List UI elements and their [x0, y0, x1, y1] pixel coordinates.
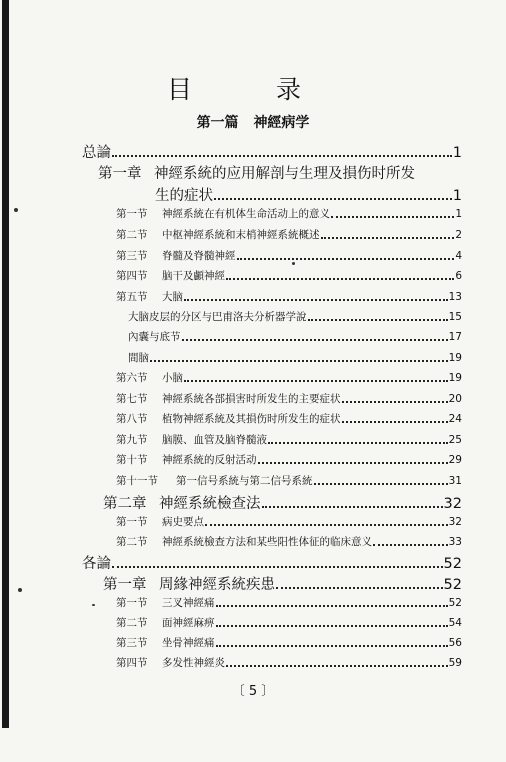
leader-dots [331, 216, 454, 218]
toc-entry [116, 455, 462, 466]
part-label: 第一篇 [196, 115, 239, 131]
toc-entry-page: 59 [448, 657, 462, 669]
toc-entry-number: 第一节 [116, 208, 148, 220]
toc-entry-page: 52 [448, 597, 462, 609]
toc-entry [128, 312, 462, 323]
leader-dots [314, 483, 448, 485]
toc-entry [98, 167, 462, 182]
toc-entry [103, 497, 462, 512]
toc-entry-title: 內囊与底节 [128, 331, 181, 343]
toc-entry-page: 25 [448, 434, 462, 446]
toc-entry-number: 第二章 [103, 496, 147, 512]
toc-entry [116, 638, 462, 649]
leader-dots [184, 380, 448, 382]
toc-entry-title: 脑干及顱神經 [162, 270, 225, 282]
toc-entry-number: 第八节 [116, 413, 148, 425]
leader-dots [373, 544, 448, 546]
toc-entry-number: 第四节 [116, 270, 148, 282]
toc-entry-number: 第十节 [116, 454, 148, 466]
toc-entry-page: 17 [448, 331, 462, 343]
toc-entry [82, 146, 462, 161]
leader-dots [342, 421, 448, 423]
leader-dots [216, 625, 448, 627]
toc-entry-title: 間脑 [128, 352, 149, 364]
toc-entry [116, 373, 462, 384]
toc-entry-title: 坐骨神經痛 [162, 637, 215, 649]
leader-dots [342, 401, 448, 403]
toc-entry [116, 394, 462, 405]
leader-dots [112, 155, 452, 157]
toc-entry-page: 31 [448, 475, 462, 487]
leader-dots [214, 198, 452, 200]
leader-dots [237, 258, 455, 260]
toc-entry [116, 414, 462, 425]
toc-entry-page: 19 [448, 352, 462, 364]
page-title: 目 录 [167, 75, 339, 104]
toc-entry-number: 第七节 [116, 393, 148, 405]
leader-dots [112, 566, 443, 568]
toc-entry-title: 小脑 [162, 372, 183, 384]
toc-entry-title: 植物神經系統及其損伤时所发生的症状 [162, 413, 341, 425]
toc-entry-title: 大脑 [162, 291, 183, 303]
toc-entry [116, 209, 462, 220]
toc-entry-page: 19 [448, 372, 462, 384]
toc-entry-number: 第一章 [98, 166, 142, 182]
toc-entry-number: 第六节 [116, 372, 148, 384]
toc-entry-number: 第十一节 [116, 475, 158, 487]
toc-entry-title: 面神經麻痹 [162, 617, 215, 629]
toc-entry-page: 20 [448, 393, 462, 405]
toc-entry-page: 33 [448, 536, 462, 548]
leader-dots [226, 278, 454, 280]
leader-dots [262, 506, 443, 508]
toc-entry-title: 多发性神經炎 [162, 657, 225, 669]
toc-entry [116, 618, 462, 629]
leader-dots [226, 665, 448, 667]
toc-entry-page: 6 [455, 270, 462, 282]
toc-entry-number: 第二节 [116, 536, 148, 548]
toc-entry-number: 第三节 [116, 637, 148, 649]
toc-entry-page: 32 [443, 496, 462, 512]
toc-entry [116, 658, 462, 669]
leader-dots [182, 339, 448, 341]
toc-entry-title: 周緣神經系統疾患 [159, 577, 275, 593]
toc-entry-title: 总論 [82, 145, 111, 161]
toc-entry-number: 第二节 [116, 229, 148, 241]
leader-dots [184, 299, 448, 301]
toc-entry [82, 557, 462, 572]
toc-entry [103, 578, 462, 593]
toc-entry-title: 各論 [82, 556, 111, 572]
toc-entry [128, 332, 462, 343]
toc-entry-title: 第一信号系統与第二信号系統 [176, 475, 313, 487]
toc-entry-number: 第一章 [103, 577, 147, 593]
leader-dots [276, 587, 443, 589]
toc-entry [116, 271, 462, 282]
leader-dots [216, 645, 448, 647]
toc-entry-title: 神經系統檢查法 [159, 496, 261, 512]
toc-entry-number: 第一节 [116, 516, 148, 528]
toc-entry-number: 第二节 [116, 617, 148, 629]
toc-entry-title: 神經系統在有机体生命活动上的意义 [162, 208, 330, 220]
toc-entry-page: 56 [448, 637, 462, 649]
toc-entry-page: 4 [455, 250, 462, 262]
toc-entry [116, 435, 462, 446]
toc-entry-page: 29 [448, 454, 462, 466]
toc-entry-number: 第一节 [116, 597, 148, 609]
toc-entry-number: 第四节 [116, 657, 148, 669]
toc-entry-title: 神經系統的反射活动 [162, 454, 257, 466]
print-speck [92, 604, 95, 606]
toc-entry-title: 病史要点 [162, 516, 204, 528]
leader-dots [216, 605, 448, 607]
toc-entry-page: 52 [443, 556, 462, 572]
toc-entry [155, 189, 462, 204]
print-speck [14, 208, 18, 212]
toc-entry [116, 230, 462, 241]
toc-entry-title: 神經系統檢查方法和某些阳性体征的临床意义 [162, 536, 372, 548]
leader-dots [258, 462, 448, 464]
toc-entry-page: 24 [448, 413, 462, 425]
toc-entry-title: 大脑皮层的分区与巴甫洛夫分析器学說 [128, 311, 307, 323]
toc-entry [128, 353, 462, 364]
part-name: 神經病学 [253, 115, 310, 131]
leader-dots [268, 442, 448, 444]
toc-entry-page: 15 [448, 311, 462, 323]
leader-dots [308, 319, 448, 321]
leader-dots [205, 524, 448, 526]
binding-edge [2, 0, 9, 728]
page-number: 〔 5 〕 [231, 684, 275, 699]
toc-entry-page: 54 [448, 617, 462, 629]
print-speck [292, 262, 295, 265]
toc-entry [116, 476, 462, 487]
toc-entry [116, 517, 462, 528]
toc-entry-number: 第三节 [116, 250, 148, 262]
toc-entry-page: 32 [448, 516, 462, 528]
leader-dots [150, 360, 448, 362]
toc-entry-page: 1 [452, 145, 462, 161]
toc-entry-number: 第九节 [116, 434, 148, 446]
toc-entry-title: 生的症状 [155, 188, 213, 204]
leader-dots [321, 237, 455, 239]
toc-entry-title: 中枢神經系統和末梢神經系統概述 [162, 229, 320, 241]
toc-entry-page: 2 [455, 229, 462, 241]
part-heading [0, 112, 506, 132]
toc-entry [116, 598, 462, 609]
toc-entry-title: 神經系統的应用解剖与生理及損伤时所发 [154, 166, 415, 182]
toc-entry [116, 537, 462, 548]
toc-entry-title: 脑膜、血管及脑脊髓液 [162, 434, 267, 446]
toc-entry-number: 第五节 [116, 291, 148, 303]
toc-entry-page: 13 [448, 291, 462, 303]
toc-entry-page: 1 [455, 208, 462, 220]
toc-entry [116, 251, 462, 262]
toc-entry-page: 52 [443, 577, 462, 593]
toc-entry-title: 三叉神經痛 [162, 597, 215, 609]
toc-entry-title: 脊髓及脊髓神經 [162, 250, 236, 262]
print-speck [18, 588, 22, 592]
toc-entry-page: 1 [452, 188, 462, 204]
toc-entry [116, 292, 462, 303]
toc-entry-title: 神經系統各部損害时所发生的主要症状 [162, 393, 341, 405]
